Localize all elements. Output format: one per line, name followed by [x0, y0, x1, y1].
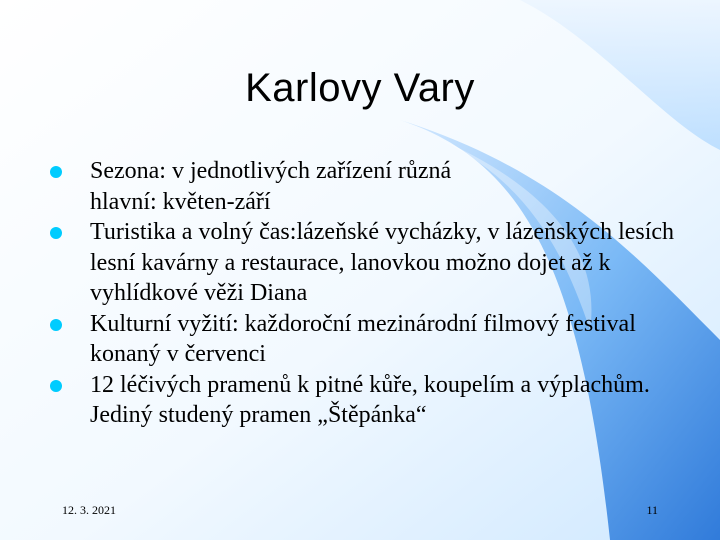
bullet-dot-icon: [50, 166, 62, 178]
bullet-text: Turistika a volný čas:lázeňské vycházky, v lázeňských lesích lesní kavárny a restaurace, lanovkou možno dojet až k vyhlídkové věži Diana: [90, 219, 675, 306]
slide-number: 11: [646, 503, 658, 517]
bullet-text: Sezona: v jednotlivých zařízení různá hlavní: květen-září: [90, 158, 452, 215]
bullet-item: [48, 217, 688, 309]
bullet-item: [48, 309, 688, 370]
footer-date: 12. 3. 2021: [62, 503, 116, 517]
bullet-item: [48, 370, 688, 431]
slide-title: Karlovy Vary: [245, 66, 475, 110]
bullet-dot-icon: [50, 319, 62, 331]
bullet-list: [48, 156, 688, 431]
bullet-item: [48, 156, 688, 217]
bullet-dot-icon: [50, 227, 62, 239]
bullet-text: Kulturní vyžití: každoroční mezinárodní filmový festival konaný v červenci: [90, 310, 636, 367]
bullet-text: 12 léčivých pramenů k pitné kůře, koupelím a výplachům. Jediný studený pramen „Štěpánka“: [90, 371, 650, 428]
bullet-dot-icon: [50, 380, 62, 392]
